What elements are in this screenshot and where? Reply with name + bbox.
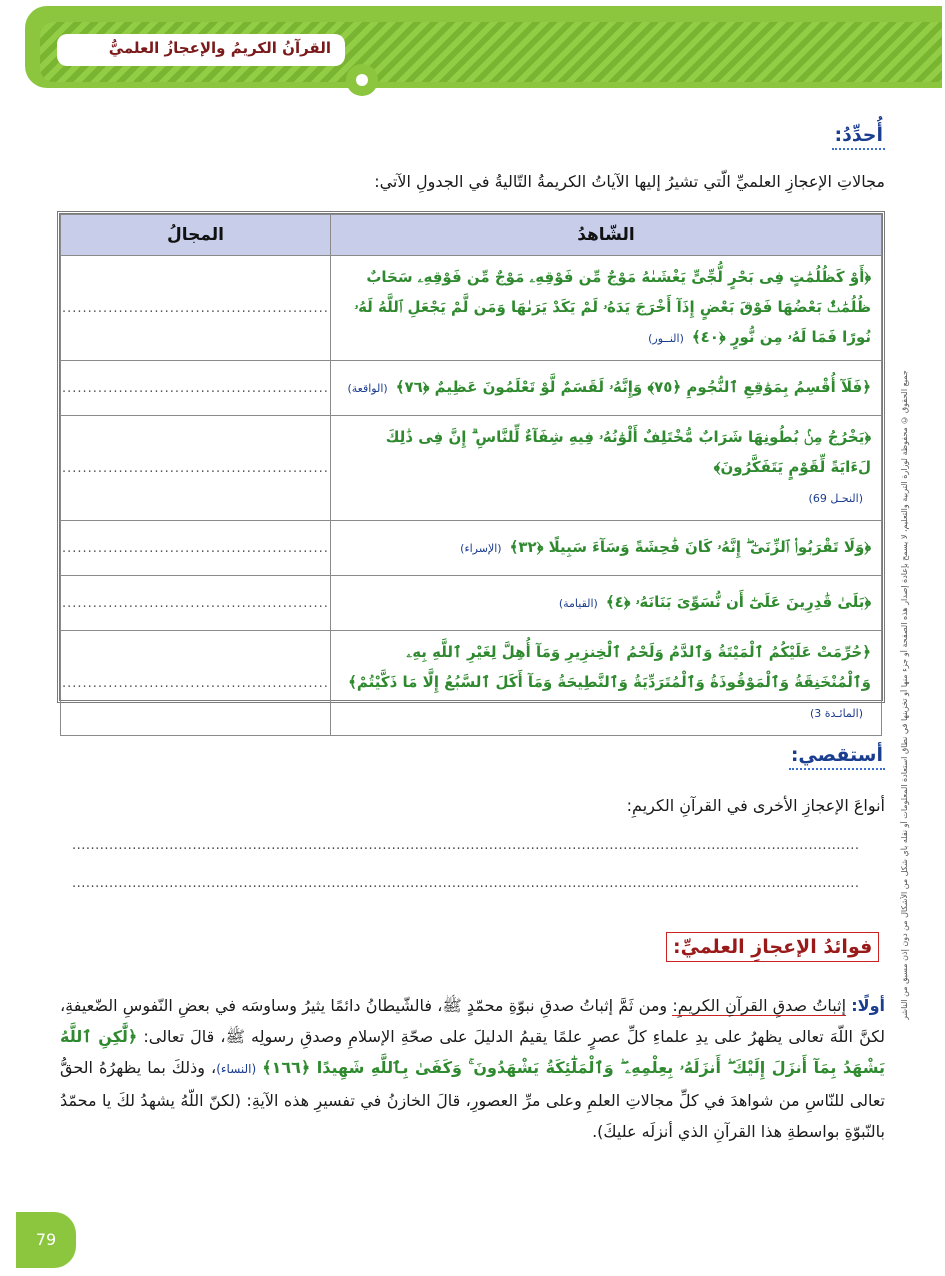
verse-cell: ﴿يَخْرُجُ مِنۢ بُطُونِهَا شَرَابٌ مُّخْتَلِفٌ أَلْوَٰنُهُۥ فِيهِ شِفَآءٌ لِّلنَّاسِ ۗ إِنَّ فِى ذَٰلِكَ لَءَايَةً لِّقَوْمٍ يَتَفَكَّرُونَ﴾ (النحـل 69) (330, 416, 881, 521)
table-row (61, 521, 882, 576)
verse-cell: ﴿بَلَىٰ قَٰدِرِينَ عَلَىٰٓ أَن نُّسَوِّىَ بَنَانَهُۥ ﴿٤﴾(القيامة) (330, 576, 881, 631)
verse-cell: ﴿أَوْ كَظُلُمَٰتٍ فِى بَحْرٍ لُّجِّىٍّ يَغْشَىٰهُ مَوْجٌ مِّن فَوْقِهِۦ مَوْجٌ مِّن فَوْقِهِۦ سَحَابٌ ظُلُمَٰتٌۢ بَعْضُهَا فَوْقَ بَعْضٍ إِذَآ أَخْرَجَ يَدَهُۥ لَمْ يَكَدْ يَرَىٰهَا وَمَن لَّمْ يَجْعَلِ ٱللَّهُ لَهُۥ نُورًا فَمَا لَهُۥ مِن نُّورٍ ﴿٤٠﴾(النــور) (330, 256, 881, 361)
answer-field[interactable]: .................................................... (61, 631, 331, 736)
verse-cell: ﴿وَلَا تَقْرَبُوا۟ ٱلزِّنَىٰٓ ۖ إِنَّهُۥ كَانَ فَٰحِشَةً وَسَآءَ سَبِيلًا ﴿٣٢﴾(الإسراء) (330, 521, 881, 576)
verse-cell: ﴿حُرِّمَتْ عَلَيْكُمُ ٱلْمَيْتَةُ وَٱلدَّمُ وَلَحْمُ ٱلْخِنزِيرِ وَمَآ أُهِلَّ لِغَيْرِ ٱللَّهِ بِهِۦ وَٱلْمُنْخَنِقَةُ وَٱلْمَوْقُوذَةُ وَٱلْمُتَرَدِّيَةُ وَٱلنَّطِيحَةُ وَمَآ أَكَلَ ٱلسَّبُعُ إِلَّا مَا ذَكَّيْتُمْ﴾(المائـدة 3) (330, 631, 881, 736)
page-number: 79 (16, 1212, 76, 1268)
identify-heading: أُحدِّدُ: (832, 124, 885, 146)
benefit-text-a: ومن ثَمَّ إثباتُ صدقِ نبوّةِ محمّدٍ ﷺ، فالشّيطانُ دائمًا يثيرُ وساوسَه في بعضِ النّفوسِ الضّعيفةِ، لكنَّ اللّهَ تعالى يظهرُ على يدِ علماءِ كلِّ عصرٍ علمًا يقيمُ الدليلَ على صحّةِ الإسلامِ وصدقِ رسولِه ﷺ، قالَ تعالى: (60, 996, 885, 1046)
column-header-evidence: الشّاهدُ (330, 215, 881, 256)
answer-line-2[interactable]: .......................................................................................................................................................................... (72, 876, 860, 891)
page-title: القرآنُ الكريمُ والإعجازُ العلميُّ (57, 34, 345, 66)
copyright-note: جميع الحقوق © محفوظة لوزارة التربية والتعليم، لا يسمح بإعادة إصدار هذه الصفحة أو جزء منها أو تخزينها في نطاق استعادة المعلومات أو نقله بأي شكل من الأشكال من دون إذن مسبق من الناشر (900, 370, 909, 1020)
column-header-domain: المجالُ (61, 215, 331, 256)
answer-field[interactable]: .................................................... (61, 416, 331, 521)
benefit-verse: ﴿لَّٰكِنِ ٱللَّهُ يَشْهَدُ بِمَآ أَنزَلَ إِلَيْكَ ۖ أَنزَلَهُۥ بِعِلْمِهِۦ ۖ وَٱلْمَلَٰٓئِكَةُ يَشْهَدُونَ ۚ وَكَفَىٰ بِٱللَّهِ شَهِيدًا ﴿١٦٦﴾ (60, 1027, 885, 1077)
benefit-verse-ref: (النساء) (216, 1062, 257, 1076)
benefit-text-b: ، وذلكَ بما يظهرُهُ الحقُّ تعالى للنّاسِ من شواهدَ في كلِّ مجالاتِ العلمِ وعلى مرِّ العصورِ، قالَ الخازنُ في تفسيرِ هذه الآيةِ: (لكنّ اللّهُ يشهدُ لكَ يا محمّدُ بالنّبوّةِ بواسطةِ هذا القرآنِ الذي أنزلَه عليكَ). (60, 1058, 885, 1141)
identify-instruction: مجالاتِ الإعجازِ العلميِّ الّتي تشيرُ إليها الآياتُ الكريمةُ التّاليةُ في الجدولِ الآتي: (374, 172, 885, 191)
verses-table (57, 211, 885, 720)
first-title: إثباتُ صدقِ القرآنِ الكريمِ: (672, 996, 847, 1015)
table-row (61, 576, 882, 631)
table-row (61, 256, 882, 361)
explore-heading: أستقصي: (789, 744, 885, 766)
answer-field[interactable]: .................................................... (61, 361, 331, 416)
table-row (61, 631, 882, 736)
answer-field[interactable]: .................................................... (61, 256, 331, 361)
answer-field[interactable]: .................................................... (61, 576, 331, 631)
benefits-heading: فوائدُ الإعجازِ العلميِّ: (666, 932, 879, 962)
first-label: أولًا: (851, 996, 886, 1015)
answer-field[interactable]: .................................................... (61, 521, 331, 576)
answer-line-1[interactable]: .......................................................................................................................................................................... (72, 838, 860, 853)
explore-prompt: أنواعَ الإعجازِ الأخرى في القرآنِ الكريمِ: (626, 796, 885, 815)
benefits-paragraph (60, 990, 885, 1147)
verse-cell: ﴿فَلَآ أُقْسِمُ بِمَوَٰقِعِ ٱلنُّجُومِ ﴿٧٥﴾ وَإِنَّهُۥ لَقَسَمٌ لَّوْ تَعْلَمُونَ عَظِيمٌ ﴿٧٦﴾(الواقعة) (330, 361, 881, 416)
table-row (61, 361, 882, 416)
header-ornament-hole (356, 74, 368, 86)
table-row (61, 416, 882, 521)
